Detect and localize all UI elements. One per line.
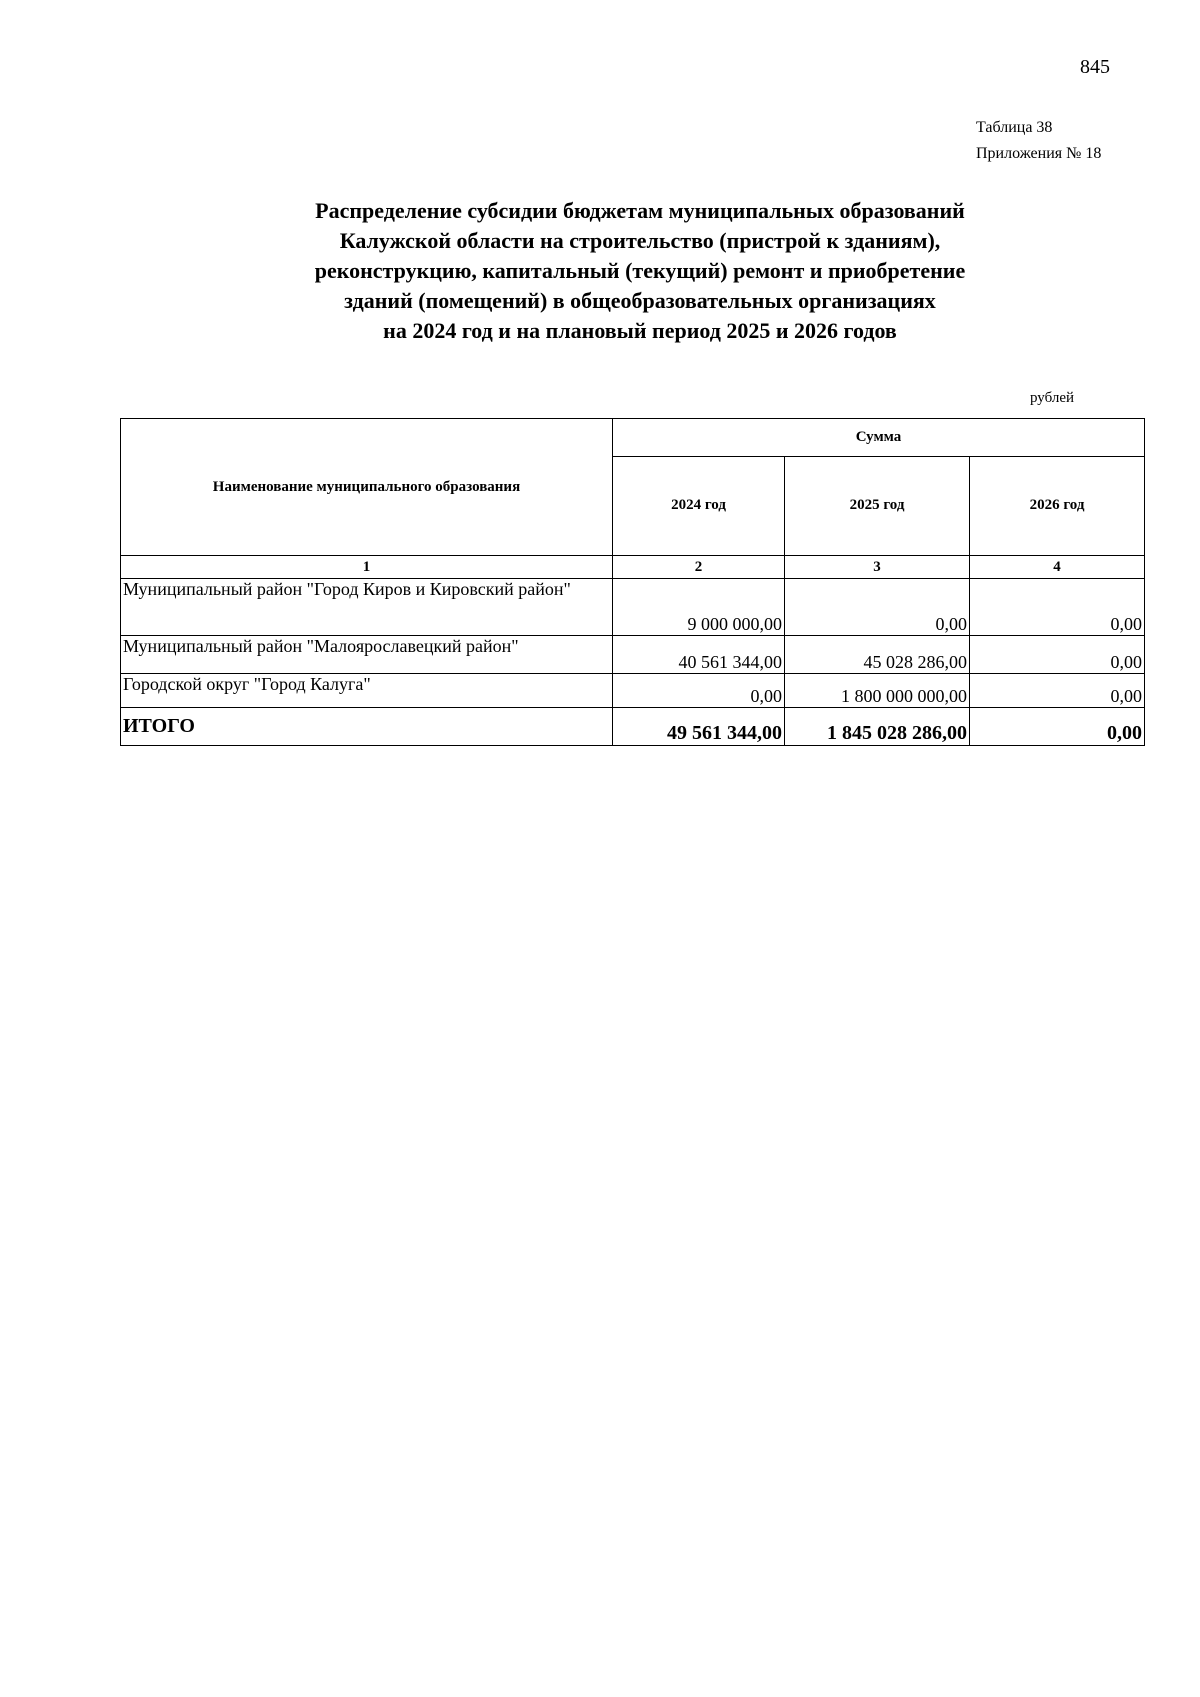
value-2025: 1 800 000 000,00: [785, 674, 970, 708]
value-2024: 0,00: [613, 674, 785, 708]
table-header-row: [121, 419, 1145, 457]
total-row: [121, 708, 1145, 746]
appendix-label: Приложения № 18: [976, 145, 1102, 162]
table-row: [121, 579, 1145, 636]
row-name: Муниципальный район "Город Киров и Кировский район": [121, 579, 613, 636]
value-2026: 0,00: [970, 579, 1145, 636]
total-2026: 0,00: [970, 708, 1145, 746]
table-row: [121, 674, 1145, 708]
title-line: на 2024 год и на плановый период 2025 и 2026 годов: [383, 318, 897, 343]
title-line: Распределение субсидии бюджетам муниципальных образований: [315, 198, 965, 223]
title-line: реконструкцию, капитальный (текущий) ремонт и приобретение: [314, 258, 966, 283]
document-title: [120, 196, 1160, 346]
table-label: Таблица 38: [976, 119, 1053, 136]
value-2024: 9 000 000,00: [613, 579, 785, 636]
table-caption: [976, 115, 1101, 167]
column-numbers-row: [121, 556, 1145, 579]
total-2025: 1 845 028 286,00: [785, 708, 970, 746]
title-line: Калужской области на строительство (пристрой к зданиям),: [339, 228, 941, 253]
value-2025: 45 028 286,00: [785, 636, 970, 674]
page-number: 845: [1080, 56, 1110, 78]
value-2026: 0,00: [970, 636, 1145, 674]
row-name: Муниципальный район "Малоярославецкий район": [121, 636, 613, 674]
column-number: 3: [785, 556, 970, 579]
total-2024: 49 561 344,00: [613, 708, 785, 746]
column-number: 4: [970, 556, 1145, 579]
total-label: ИТОГО: [121, 708, 613, 746]
value-2024: 40 561 344,00: [613, 636, 785, 674]
header-sum-group: Сумма: [613, 419, 1145, 457]
column-number: 2: [613, 556, 785, 579]
table-row: [121, 636, 1145, 674]
row-name: Городской округ "Город Калуга": [121, 674, 613, 708]
value-2026: 0,00: [970, 674, 1145, 708]
header-name-column: Наименование муниципального образования: [121, 419, 613, 556]
value-2025: 0,00: [785, 579, 970, 636]
subsidy-table: [120, 418, 1145, 746]
header-year-2026: 2026 год: [970, 456, 1145, 555]
column-number: 1: [121, 556, 613, 579]
unit-label: рублей: [1030, 390, 1075, 406]
title-line: зданий (помещений) в общеобразовательных организациях: [344, 288, 936, 313]
header-year-2025: 2025 год: [785, 456, 970, 555]
header-year-2024: 2024 год: [613, 456, 785, 555]
